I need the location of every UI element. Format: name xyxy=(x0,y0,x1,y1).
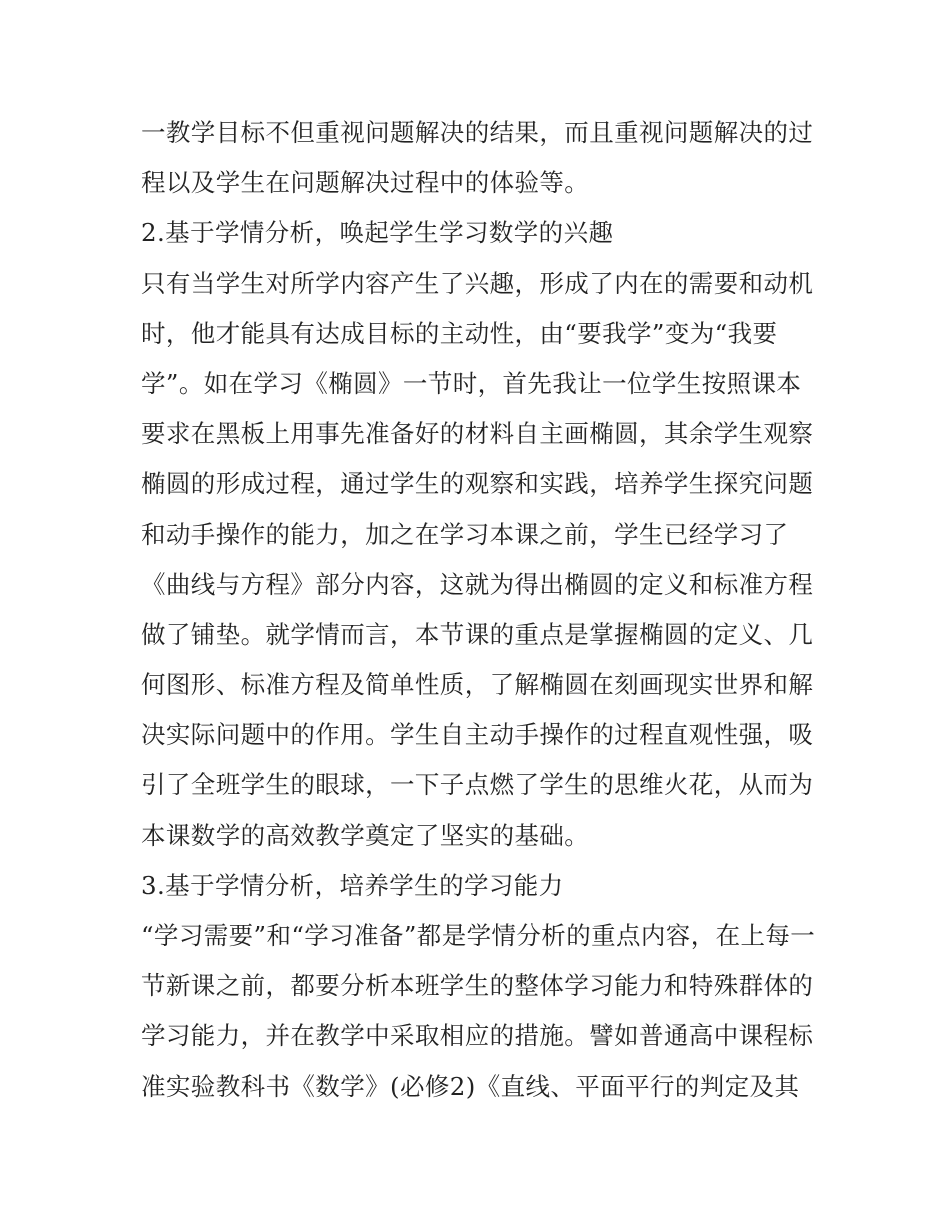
text-line: 程以及学生在问题解决过程中的体验等。 xyxy=(141,168,590,198)
text-line: 椭圆的形成过程，通过学生的观察和实践，培养学生探究问题 xyxy=(141,469,814,499)
text-line: 《曲线与方程》部分内容，这就为得出椭圆的定义和标准方程 xyxy=(141,569,814,599)
text-line: 何图形、标准方程及简单性质，了解椭圆在刻画现实世界和解 xyxy=(141,670,814,700)
text-line: “学习需要”和“学习准备”都是学情分析的重点内容，在上每一 xyxy=(141,921,816,950)
text-line: 节新课之前，都要分析本班学生的整体学习能力和特殊群体的 xyxy=(141,971,814,1001)
text-line: 决实际问题中的作用。学生自主动手操作的过程直观性强，吸 xyxy=(141,720,814,750)
section-heading: 3.基于学情分析，培养学生的学习能力 xyxy=(141,870,564,900)
text-line: 做了铺垫。就学情而言，本节课的重点是掌握椭圆的定义、几 xyxy=(141,619,814,649)
text-line: 准实验教科书《数学》(必修2)《直线、平面平行的判定及其 xyxy=(141,1071,800,1101)
text-line: 和动手操作的能力，加之在学习本课之前，学生已经学习了 xyxy=(141,519,789,549)
text-line: 只有当学生对所学内容产生了兴趣，形成了内在的需要和动机 xyxy=(141,268,814,298)
text-line: 本课数学的高效教学奠定了坚实的基础。 xyxy=(141,820,590,850)
text-line: 要求在黑板上用事先准备好的材料自主画椭圆，其余学生观察 xyxy=(141,419,814,449)
text-line: 时，他才能具有达成目标的主动性，由“要我学”变为“我要 xyxy=(141,318,778,348)
body-text xyxy=(141,108,821,1112)
text-line: 学习能力，并在教学中采取相应的措施。譬如普通高中课程标 xyxy=(141,1021,814,1051)
text-line: 引了全班学生的眼球，一下子点燃了学生的思维火花，从而为 xyxy=(141,770,814,800)
text-line: 学”。如在学习《椭圆》一节时，首先我让一位学生按照课本 xyxy=(141,368,802,398)
text-line: 一教学目标不但重视问题解决的结果，而且重视问题解决的过 xyxy=(141,118,814,147)
section-heading: 2.基于学情分析，唤起学生学习数学的兴趣 xyxy=(141,218,614,248)
